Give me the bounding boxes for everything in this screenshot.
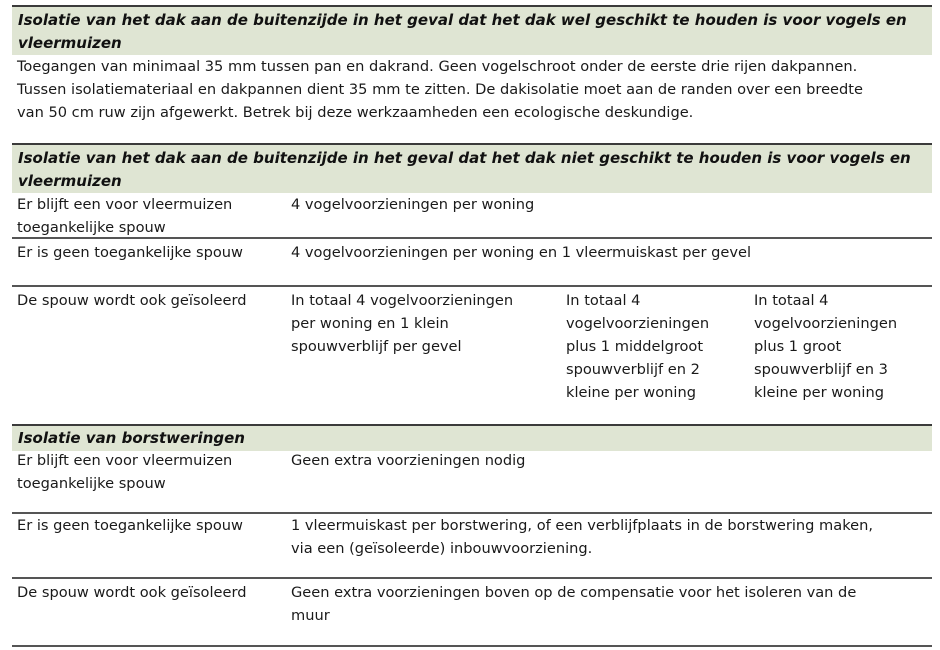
section-heading-dak-geschikt [12,5,932,55]
row-value: Geen extra voorzieningen boven op de compensatie voor het isoleren van de [291,584,857,601]
section-heading-dak-niet-geschikt [12,143,932,193]
row-value: vogelvoorzieningen [566,315,710,332]
row-label: toegankelijke spouw [17,475,166,492]
row-divider [12,285,932,287]
row-value: spouwverblijf per gevel [291,338,462,355]
row-value: 4 vogelvoorzieningen per woning en 1 vleermuiskast per gevel [291,244,752,261]
row-value: via een (geïsoleerde) inbouwvoorziening. [291,540,593,557]
section-body-line: Tussen isolatiemateriaal en dakpannen dient 35 mm te zitten. De dakisolatie moet aan de randen over een breedte [17,81,863,98]
row-value: In totaal 4 [566,292,641,309]
row-divider [12,577,932,579]
row-value: muur [291,607,330,624]
section-heading-line: Isolatie van borstweringen [18,429,245,447]
row-value: In totaal 4 vogelvoorzieningen [291,292,514,309]
table-bottom-border [12,645,932,647]
row-value: spouwverblijf en 3 [754,361,888,378]
row-value: spouwverblijf en 2 [566,361,700,378]
row-value: kleine per woning [754,384,884,401]
row-value: vogelvoorzieningen [754,315,898,332]
row-value: kleine per woning [566,384,696,401]
row-value: 4 vogelvoorzieningen per woning [291,196,535,213]
section-heading-line: Isolatie van het dak aan de buitenzijde in het geval dat het dak niet geschikt te houden is voor vogels en [18,149,911,167]
row-value: Geen extra voorzieningen nodig [291,452,526,469]
section-body-line: van 50 cm ruw zijn afgewerkt. Betrek bij deze werkzaamheden een ecologische deskundige. [17,104,694,121]
row-value: 1 vleermuiskast per borstwering, of een verblijfplaats in de borstwering maken, [291,517,874,534]
section-heading-line: Isolatie van het dak aan de buitenzijde in het geval dat het dak wel geschikt te houden is voor vogels en [18,11,907,29]
section-body-line: Toegangen van minimaal 35 mm tussen pan en dakrand. Geen vogelschroot onder de eerste drie rijen dakpannen. [17,58,858,75]
row-divider [12,237,932,239]
row-label: De spouw wordt ook geïsoleerd [17,584,247,601]
section-heading-borstweringen [12,424,932,451]
row-value: plus 1 middelgroot [566,338,704,355]
row-label: Er blijft een voor vleermuizen [17,196,233,213]
row-label: Er blijft een voor vleermuizen [17,452,233,469]
row-label: De spouw wordt ook geïsoleerd [17,292,247,309]
row-label: Er is geen toegankelijke spouw [17,517,243,534]
section-heading-line: vleermuizen [18,34,122,52]
row-label: Er is geen toegankelijke spouw [17,244,243,261]
row-value: In totaal 4 [754,292,829,309]
row-value: plus 1 groot [754,338,842,355]
row-value: per woning en 1 klein [291,315,449,332]
section-heading-line: vleermuizen [18,172,122,190]
row-label: toegankelijke spouw [17,219,166,236]
